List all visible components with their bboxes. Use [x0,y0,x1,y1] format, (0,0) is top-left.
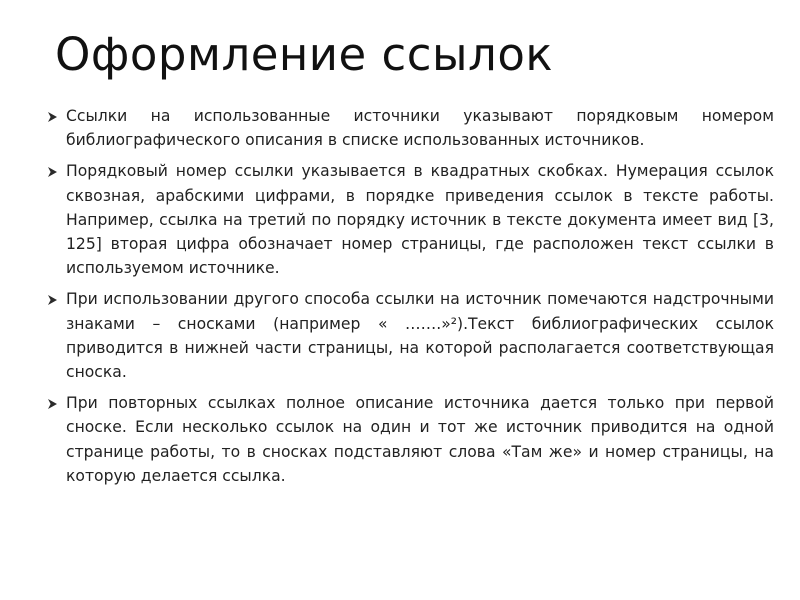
arrowhead-bullet-icon [48,167,57,177]
bullet-text: При повторных ссылках полное описание источника дается только при первой сноске. Если несколько ссылок на один и тот же источник приводится на одной странице работы, то в сносках подставляют слова «Там же» и номер страницы, на которую делается ссылка. [66,394,774,485]
bullet-text: При использовании другого способа ссылки на источник помечаются надстрочными знаками – сносками (например « …….»²).Текст библиографических ссылок приводится в нижней части страницы, на которой располагается соответствующая сноска. [66,290,774,382]
bullet-item [46,104,774,152]
arrowhead-bullet-icon [48,112,57,122]
arrowhead-bullet-icon [48,295,57,305]
bullet-item [46,159,774,280]
bullet-item [46,391,774,488]
bullet-list [46,104,774,495]
bullet-text: Порядковый номер ссылки указывается в квадратных скобках. Нумерация ссылок сквозная, арабскими цифрами, в порядке приведения ссылок в тексте работы. Например, ссылка на третий по порядку источник в тексте документа имеет вид [3, 125] вторая цифра обозначает номер страницы, где расположен текст ссылки в используемом источнике. [66,162,774,278]
bullet-item [46,287,774,384]
slide-title: Оформление ссылок [55,28,554,81]
arrowhead-bullet-icon [48,399,57,409]
bullet-text: Ссылки на использованные источники указывают порядковым номером библиографического описания в списке использованных источников. [66,107,774,150]
